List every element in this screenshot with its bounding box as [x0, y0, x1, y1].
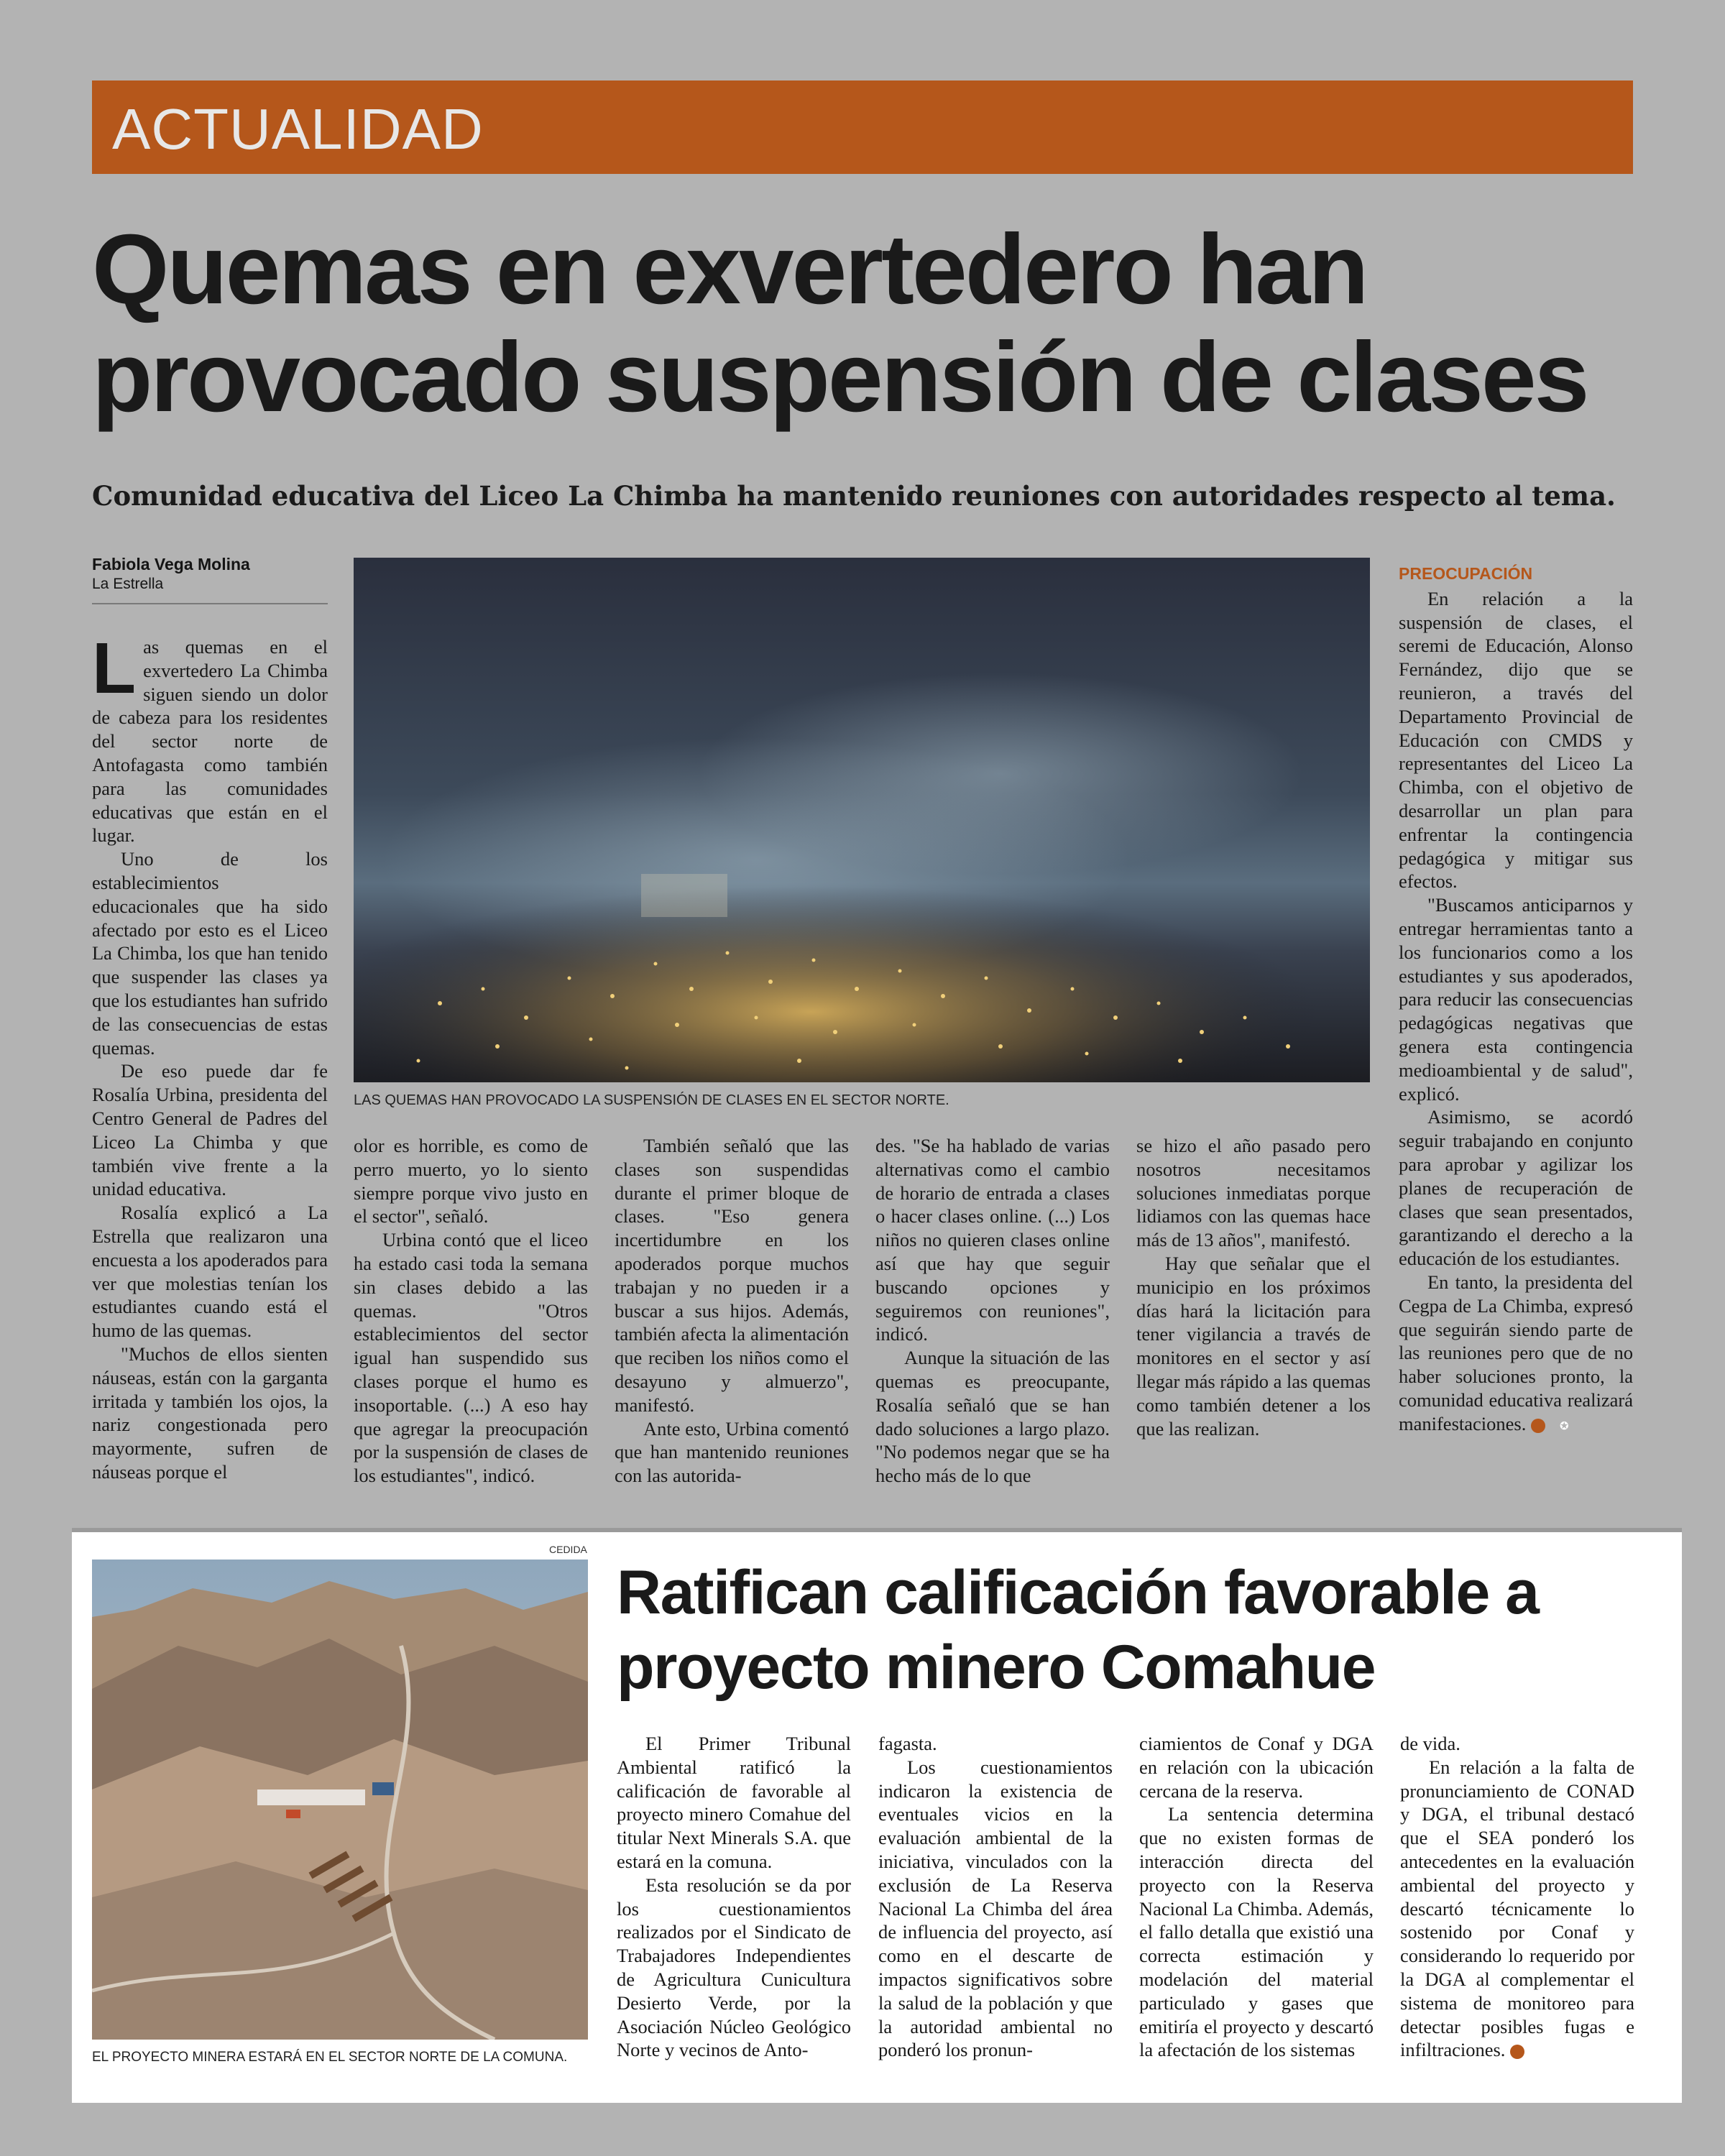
article-column-2 — [878, 1732, 1113, 2062]
article-headline: Ratifican calificación favorable a proyecto minero Comahue — [617, 1558, 1539, 1702]
paragraph: Aunque la situación de las quemas es preocupante, Rosalía señaló que se han dado soluciones a largo plazo. "No podemos negar que se ha hecho más de lo que — [875, 1347, 1110, 1487]
drop-cap: L — [92, 628, 137, 709]
paragraph: El Primer Tribunal Ambiental ratificó la calificación de favorable al proyecto minero Comahue del titular Next Minerals S.A. que estará en la comuna. — [617, 1733, 851, 1872]
burning-landfill-photo — [354, 558, 1370, 1082]
paragraph: Asimismo, se acordó seguir trabajando en conjunto para aprobar y agilizar los planes de recuperación de clases que sean presentados, garantizando el derecho a la educación de los estudiantes. — [1399, 1106, 1633, 1270]
paragraph: Las quemas en el exvertedero La Chimba siguen siendo un dolor de cabeza para los residentes del sector norte de Antofagasta como también para las comunidades educativas que están en el lugar. — [92, 628, 328, 847]
paragraph: de vida. — [1400, 1733, 1460, 1754]
section-kicker: PREOCUPACIÓN — [1399, 564, 1533, 583]
paragraph: En tanto, la presidenta del Cegpa de La Chimba, expresó que seguirán siendo parte de las reuniones pero que de no haber soluciones pronto, la comunidad educativa realizará manifestaciones. ✪ — [1399, 1271, 1633, 1434]
paragraph: olor es horrible, es como de perro muerto, yo lo siento siempre porque vivo justo en el sector", señaló. — [354, 1135, 588, 1227]
paragraph: En relación a la falta de pronunciamiento de CONAD y DGA, el tribunal destacó que el SEA ponderó los antecedentes en la evaluación ambiental del proyecto y descartó técnicamente lo sostenido por Conaf y considerando lo requerido por la DGA al complementar el sistema de monitoreo para detectar posibles fugas e infiltraciones. ✪ — [1400, 1756, 1634, 2061]
paragraph: Los cuestionamientos indicaron la existencia de eventuales vicios en la evaluación ambiental de la iniciativa, vinculados con la exclusión de La Reserva Nacional La Chimba del área de influencia del proyecto, así como en el descarte de impactos significativos sobre la salud de la población y que la autoridad ambiental no ponderó los pronun- — [878, 1756, 1113, 2061]
paragraph: Rosalía explicó a La Estrella que realizaron una encuesta a los apoderados para ver que molestias tenían los estudiantes cuando está el humo de las quemas. — [92, 1202, 328, 1342]
paragraph: La sentencia determina que no existen formas de interacción directa del proyecto con la Reserva Nacional La Chimba. Además, el fallo detalla que existió una correcta estimación y modelación del material particulado y gases que emitiría el proyecto y descartó la afectación de los sistemas — [1139, 1803, 1374, 2061]
publication-name: La Estrella — [92, 576, 164, 592]
photo-caption: LAS QUEMAS HAN PROVOCADO LA SUSPENSIÓN DE CLASES EN EL SECTOR NORTE. — [354, 1092, 949, 1108]
article-column-4 — [1400, 1732, 1634, 2062]
section-label: ACTUALIDAD — [112, 97, 484, 161]
article-column-3 — [1139, 1732, 1374, 2062]
mining-site-photo — [92, 1560, 588, 2040]
article-column-2 — [354, 1134, 588, 1488]
photo-credit: CEDIDA — [549, 1544, 587, 1555]
section-header-bar — [92, 80, 1633, 174]
article-column-1 — [617, 1732, 851, 2062]
paragraph: Uno de los establecimientos educacionales que ha sido afectado por esto es el Liceo La Chimba, los que han tenido que suspender las clases ya que los estudiantes han sufrido de las consecuencias de estas quemas. — [92, 848, 328, 1059]
paragraph: En relación a la suspensión de clases, el seremi de Educación, Alonso Fernández, dijo que se reunieron, a través del Departamento Provincial de Educación con CMDS y representantes del Liceo La Chimba, con el objetivo de desarrollar un plan para enfrentar la contingencia pedagógica y mitigar sus efectos. — [1399, 587, 1633, 893]
article-column-4 — [875, 1134, 1110, 1488]
article-headline: Quemas en exvertedero han provocado suspensión de clases — [92, 214, 1588, 433]
paragraph: fagasta. — [878, 1733, 937, 1754]
article-subhead: Comunidad educativa del Liceo La Chimba ha mantenido reuniones con autoridades respecto al tema. — [92, 480, 1616, 512]
sidebar-column — [1399, 562, 1633, 1435]
paragraph: Urbina contó que el liceo ha estado casi toda la semana sin clases debido a las quemas. "Otros establecimientos del sector igual han suspendido sus clases porque el humo es insoportable. (...) A eso hay que agregar la preocupación por la suspensión de clases de los estudiantes", indicó. — [354, 1229, 588, 1487]
article-column-5 — [1136, 1134, 1371, 1440]
article-column-1 — [92, 628, 328, 1484]
circle-end-mark-icon: ✪ — [1531, 1419, 1545, 1433]
paragraph: "Muchos de ellos sienten náuseas, están con la garganta irritada y también los ojos, la nariz congestionada pero mayormente, sufren de náuseas porque el — [92, 1342, 328, 1483]
paragraph: También señaló que las clases son suspendidas durante el primer bloque de clases. "Eso genera incertidumbre en los apoderados porque muchos trabajan y no pueden ir a buscar a sus hijos. Además, también afecta la alimentación que reciben los niños como el desayuno y almuerzo", manifestó. — [615, 1135, 849, 1416]
paragraph: "Buscamos anticiparnos y entregar herramientas tanto a los funcionarios como a los estudiantes y sus apoderados, para reducir las consecuencias pedagógicas negativas que genera esta contingencia medioambiental y de salud", explicó. — [1399, 894, 1633, 1105]
desert-mine-image — [92, 1560, 588, 2040]
author-name: Fabiola Vega Molina — [92, 555, 250, 573]
paragraph: Esta resolución se da por los cuestionamientos realizados por el Sindicato de Trabajadores Independientes de Agricultura Cunicultura Desierto Verde, por la Asociación Núcleo Geológico Norte y vecinos de Anto- — [617, 1874, 851, 2061]
article-column-3 — [615, 1134, 849, 1488]
circle-end-mark-icon: ✪ — [1510, 2045, 1524, 2059]
byline — [92, 555, 328, 604]
paragraph: se hizo el año pasado pero nosotros necesitamos soluciones inmediatas porque lidiamos con las quemas hace más de 13 años", manifestó. — [1136, 1135, 1371, 1251]
paragraph: ciamientos de Conaf y DGA en relación con la ubicación cercana de la reserva. — [1139, 1733, 1374, 1802]
night-city-smoke-image — [354, 558, 1370, 1082]
paragraph: De eso puede dar fe Rosalía Urbina, presidenta del Centro General de Padres del Liceo La Chimba y que también vive frente a la unidad educativa. — [92, 1060, 328, 1200]
paragraph: Hay que señalar que el municipio en los próximos días hará la licitación para tener vigilancia a través de monitores en el sector y así llegar más rápido a las quemas como también detener a los que las realizan. — [1136, 1252, 1371, 1439]
paragraph: Ante esto, Urbina comentó que han mantenido reuniones con las autorida- — [615, 1417, 849, 1487]
paragraph: des. "Se ha hablado de varias alternativas como el cambio de horario de entrada a clases o hacer clases online. (...) Los niños no quieren clases online así que hay que seguir buscando opciones y seguiremos con reuniones", indicó. — [875, 1135, 1110, 1345]
photo-caption: EL PROYECTO MINERA ESTARÁ EN EL SECTOR NORTE DE LA COMUNA. — [92, 2050, 568, 2065]
